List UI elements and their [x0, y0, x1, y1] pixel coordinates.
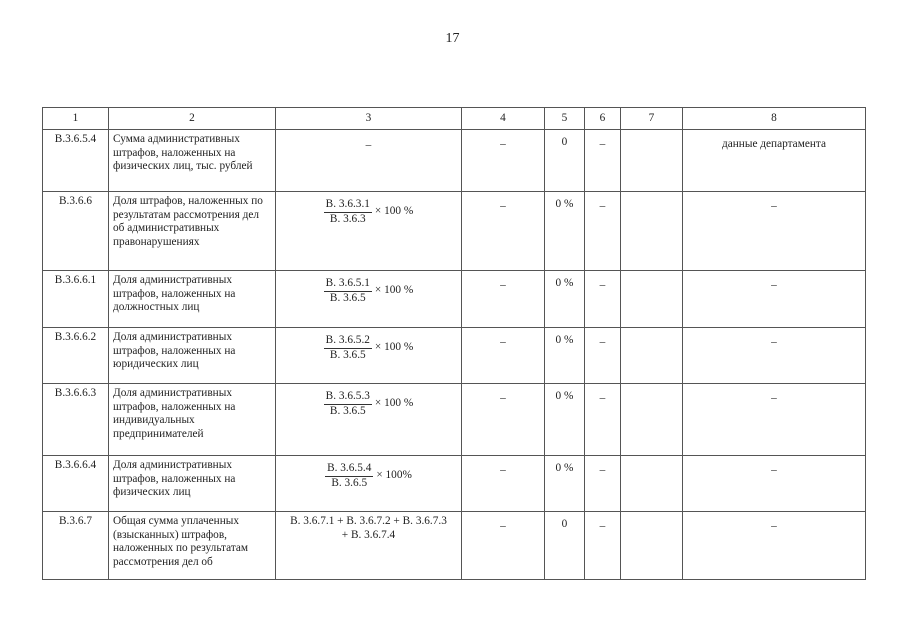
column-7-value	[621, 384, 683, 456]
formula-numerator: В. 3.6.5.1	[324, 277, 372, 292]
indicator-formula	[276, 384, 462, 456]
formula-fraction	[324, 334, 372, 362]
formula-fraction	[324, 390, 372, 418]
header-col-5: 5	[545, 108, 585, 130]
column-6-value: –	[585, 328, 621, 384]
indicator-code: В.3.6.6.3	[43, 384, 109, 456]
column-4-value: –	[462, 456, 545, 512]
formula-numerator: В. 3.6.5.2	[324, 334, 372, 349]
column-7-value	[621, 456, 683, 512]
indicator-code: В.3.6.6.1	[43, 271, 109, 328]
indicator-name: Доля административных штрафов, наложенных на юридических лиц	[109, 328, 276, 384]
indicator-code: В.3.6.5.4	[43, 130, 109, 192]
indicator-formula	[276, 456, 462, 512]
header-row	[43, 108, 866, 130]
indicator-formula	[276, 192, 462, 271]
formula-numerator: В. 3.6.5.4	[325, 462, 373, 477]
column-7-value	[621, 328, 683, 384]
indicator-name: Общая сумма уплаченных (взысканных) штрафов, наложенных по результатам рассмотрения дел об	[109, 512, 276, 580]
column-6-value: –	[585, 512, 621, 580]
header-col-4: 4	[462, 108, 545, 130]
column-6-value: –	[585, 384, 621, 456]
header-col-2: 2	[109, 108, 276, 130]
indicator-formula	[276, 328, 462, 384]
formula-multiplier: × 100 %	[374, 284, 414, 297]
column-4-value: –	[462, 328, 545, 384]
table-row	[43, 271, 866, 328]
indicator-name: Доля административных штрафов, наложенных на должностных лиц	[109, 271, 276, 328]
column-4-value: –	[462, 130, 545, 192]
column-5-value: 0 %	[545, 384, 585, 456]
formula-denominator: В. 3.6.3	[329, 212, 366, 225]
table-row	[43, 130, 866, 192]
column-7-value	[621, 130, 683, 192]
formula-numerator: В. 3.6.5.3	[324, 390, 372, 405]
column-4-value: –	[462, 192, 545, 271]
column-6-value: –	[585, 456, 621, 512]
column-8-value: данные департамента	[683, 130, 866, 192]
formula-denominator: В. 3.6.5	[331, 476, 368, 489]
table-row	[43, 384, 866, 456]
formula-multiplier: × 100 %	[374, 397, 414, 410]
formula-fraction	[325, 462, 373, 490]
indicator-table	[42, 107, 866, 580]
column-8-value: –	[683, 328, 866, 384]
indicator-formula	[276, 130, 462, 192]
column-8-value: –	[683, 271, 866, 328]
column-6-value: –	[585, 130, 621, 192]
indicator-name: Доля штрафов, наложенных по результатам рассмотрения дел об административных правонарушениях	[109, 192, 276, 271]
formula-multiplier: × 100 %	[374, 205, 414, 218]
table-row	[43, 192, 866, 271]
formula-fraction	[324, 277, 372, 305]
header-col-8: 8	[683, 108, 866, 130]
column-5-value: 0	[545, 512, 585, 580]
column-8-value: –	[683, 384, 866, 456]
table-body	[43, 130, 866, 580]
column-4-value: –	[462, 384, 545, 456]
table-row	[43, 328, 866, 384]
column-8-value: –	[683, 192, 866, 271]
indicator-code: В.3.6.6	[43, 192, 109, 271]
column-5-value: 0	[545, 130, 585, 192]
indicator-code: В.3.6.7	[43, 512, 109, 580]
column-5-value: 0 %	[545, 192, 585, 271]
column-5-value: 0 %	[545, 271, 585, 328]
column-4-value: –	[462, 271, 545, 328]
page-number: 17	[445, 31, 460, 46]
formula-denominator: В. 3.6.5	[329, 291, 366, 304]
formula-multiplier: × 100 %	[374, 341, 414, 354]
header-col-1: 1	[43, 108, 109, 130]
column-5-value: 0 %	[545, 328, 585, 384]
indicator-name: Доля административных штрафов, наложенных на индивидуальных предпринимателей	[109, 384, 276, 456]
column-6-value: –	[585, 192, 621, 271]
indicator-code: В.3.6.6.4	[43, 456, 109, 512]
column-7-value	[621, 271, 683, 328]
indicator-name: Доля административных штрафов, наложенных на физических лиц	[109, 456, 276, 512]
formula-text: В. 3.6.7.1 + В. 3.6.7.2 + В. 3.6.7.3 + В. 3.6.7.4	[290, 515, 447, 541]
table-row	[43, 512, 866, 580]
column-7-value	[621, 192, 683, 271]
formula-text: –	[365, 139, 372, 151]
header-col-7: 7	[621, 108, 683, 130]
table-row	[43, 456, 866, 512]
formula-multiplier: × 100%	[376, 469, 412, 482]
column-4-value: –	[462, 512, 545, 580]
header-col-6: 6	[585, 108, 621, 130]
column-5-value: 0 %	[545, 456, 585, 512]
formula-denominator: В. 3.6.5	[329, 348, 366, 361]
formula-fraction	[324, 198, 372, 226]
indicator-formula	[276, 271, 462, 328]
indicator-name: Сумма административных штрафов, наложенных на физических лиц, тыс. рублей	[109, 130, 276, 192]
indicator-code: В.3.6.6.2	[43, 328, 109, 384]
formula-numerator: В. 3.6.3.1	[324, 198, 372, 213]
column-6-value: –	[585, 271, 621, 328]
column-8-value: –	[683, 456, 866, 512]
header-col-3: 3	[276, 108, 462, 130]
indicator-formula	[276, 512, 462, 580]
column-8-value: –	[683, 512, 866, 580]
column-7-value	[621, 512, 683, 580]
formula-denominator: В. 3.6.5	[329, 404, 366, 417]
